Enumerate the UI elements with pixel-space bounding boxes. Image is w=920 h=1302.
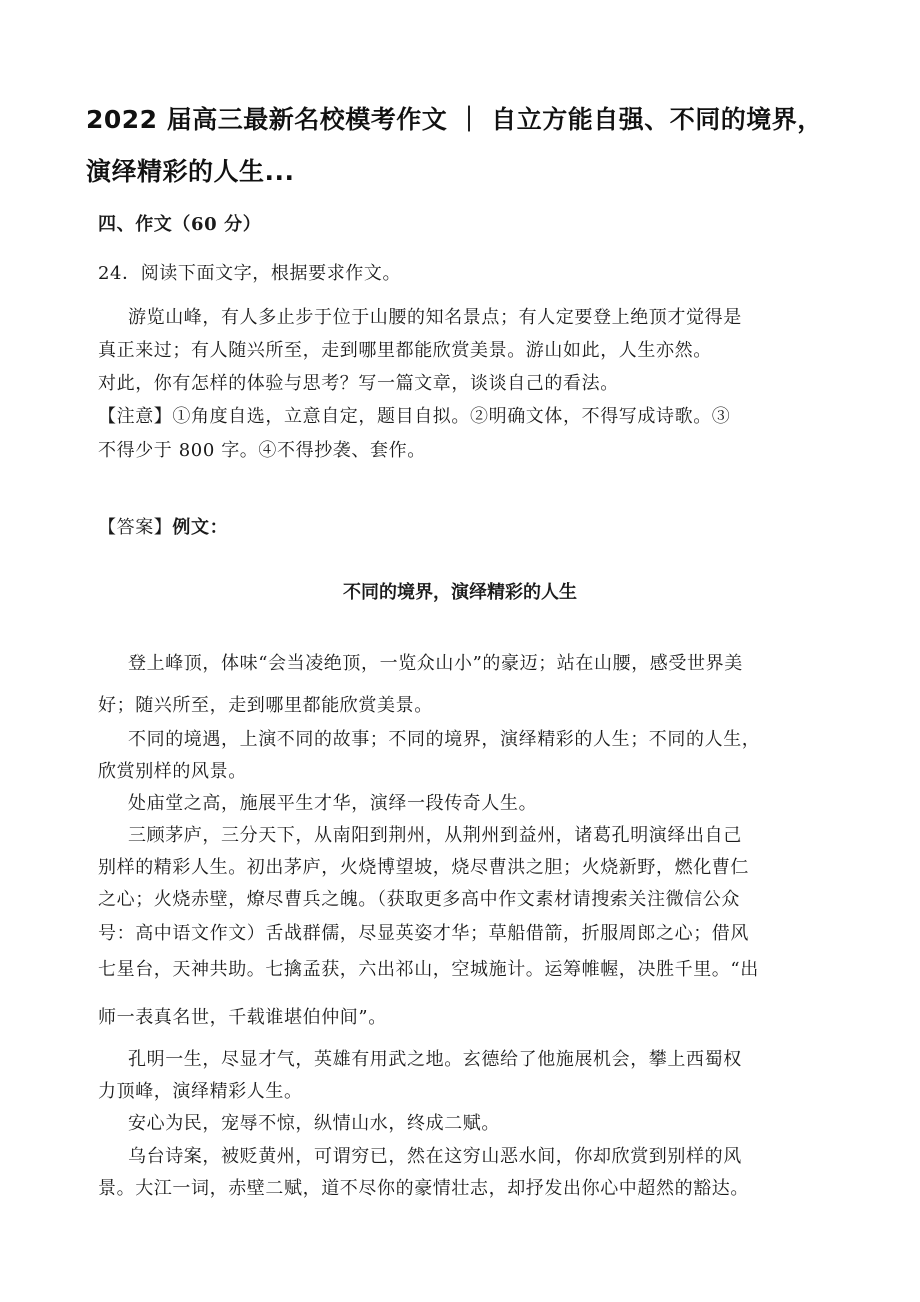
- answer-label-bracket: 【答案】: [98, 517, 173, 538]
- answer-label: [98, 513, 828, 543]
- title-line-2: 演绎精彩的人生...: [86, 157, 295, 186]
- prompt-line: 真正来过；有人随兴所至，走到哪里都能欣赏美景。游山如此，人生亦然。: [98, 340, 712, 361]
- essay-line: 欣赏别样的风景。: [98, 761, 247, 782]
- essay-line: 好；随兴所至，走到哪里都能欣赏美景。: [98, 695, 433, 716]
- page-title: [86, 94, 846, 198]
- section-heading: 四、作文（60 分）: [98, 214, 262, 235]
- essay-line: 处庙堂之高，施展平生才华，演绎一段传奇人生。: [128, 793, 538, 814]
- essay-line: 乌台诗案，被贬黄州，可谓穷已，然在这穷山恶水间，你却欣赏到别样的风: [128, 1146, 742, 1167]
- essay-line: 孔明一生，尽显才气，英雄有用武之地。玄德给了他施展机会，攀上西蜀权: [128, 1049, 742, 1070]
- question-text: 24．阅读下面文字，根据要求作文。: [98, 263, 402, 284]
- essay-line: 师一表真名世，千载谁堪伯仲间”。: [98, 1007, 387, 1028]
- prompt-line: 不得少于 800 字。④不得抄袭、套作。: [98, 440, 426, 461]
- essay-line: 景。大江一词，赤壁二赋，道不尽你的豪情壮志，却抒发出你心中超然的豁达。: [98, 1178, 749, 1199]
- essay-line: 登上峰顶，体味“会当凌绝顶，一览众山小”的豪迈；站在山腰，感受世界美: [128, 653, 743, 674]
- prompt-line: 【注意】①角度自选，立意自定，题目自拟。②明确文体，不得写成诗歌。③: [98, 406, 731, 427]
- essay-line: 之心；火烧赤壁，燎尽曹兵之魄。（获取更多高中作文素材请搜索关注微信公众: [98, 889, 740, 910]
- essay-line: 七星台，天神共助。七擒孟获，六出祁山，空城施计。运筹帷幄，决胜千里。“出: [98, 959, 759, 980]
- prompt-line: 对此，你有怎样的体验与思考？写一篇文章，谈谈自己的看法。: [98, 373, 619, 394]
- essay-line: 不同的境遇，上演不同的故事；不同的境界，演绎精彩的人生；不同的人生，: [128, 729, 761, 750]
- essay-line: 别样的精彩人生。初出茅庐，火烧博望坡，烧尽曹洪之胆；火烧新野，燃化曹仁: [98, 857, 749, 878]
- essay-line: 安心为民，宠辱不惊，纵情山水，终成二赋。: [128, 1113, 500, 1134]
- essay-line: 力顶峰，演绎精彩人生。: [98, 1081, 303, 1102]
- prompt-line: 游览山峰，有人多止步于位于山腰的知名景点；有人定要登上绝顶才觉得是: [128, 307, 742, 328]
- essay-line: 号：高中语文作文）舌战群儒，尽显英姿才华；草船借箭，折服周郎之心；借风: [98, 923, 749, 944]
- essay-line: 三顾茅庐，三分天下，从南阳到荆州，从荆州到益州，诸葛孔明演绎出自己: [128, 825, 742, 846]
- title-line-1: 2022 届高三最新名校模考作文 ｜ 自立方能自强、不同的境界，: [86, 105, 823, 134]
- answer-label-example: 例文：: [172, 517, 229, 538]
- essay-title: 不同的境界，演绎精彩的人生: [343, 582, 577, 603]
